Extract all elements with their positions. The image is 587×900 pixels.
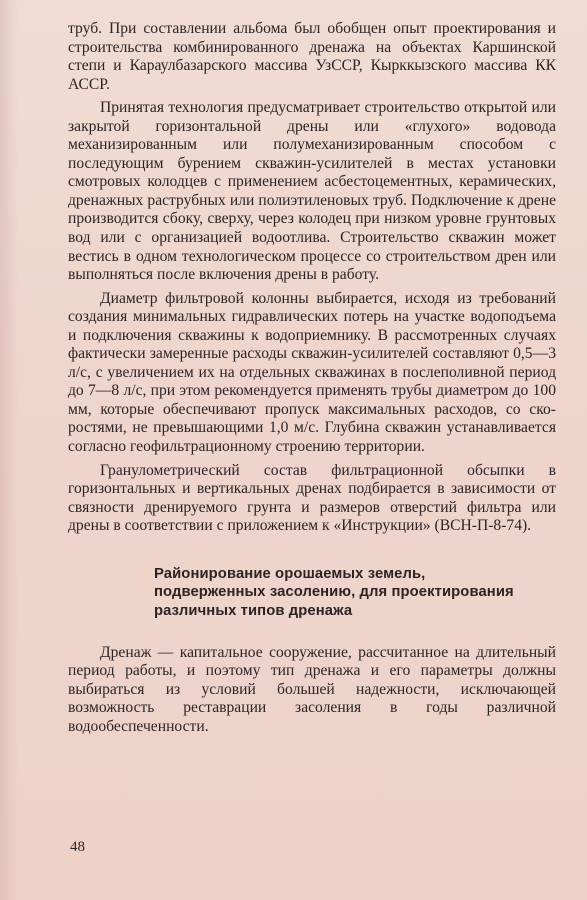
- book-page: [68, 20, 556, 736]
- section-heading-line-1: Районирование орошаемых земель,: [154, 565, 426, 582]
- paragraph-drainage-definition: Дренаж — капитальное сооружение, рассчитанное на длительный период работы, и поэтому тип дренажа и его параметры должны выбираться из условий большей надежности, исключающей возможность реставрации засоления в годы различной водообеспеченности.: [68, 643, 556, 735]
- paragraph-granulometric-composition: Гранулометрический состав фильтрационной обсыпки в горизонтальных и вертикальных дренах подбирается в зависимости от связности дренируемого грунта и размеров отверстий фильтра или дрены в соответствии с приложением к «Инструкции» (ВСН-П-8-74).: [68, 461, 556, 535]
- section-heading-line-3: различных типов дренажа: [154, 602, 353, 619]
- page-fold-shadow: [0, 0, 18, 900]
- paragraph-construction-technology: Принятая технология предусматривает строительство открытой или закрытой горизонтальной дрены или «глухого» водовода механизированным или полумеханизированным способом с последующим бурением скважин-усилителей в местах установки смотровых колодцев с применением асбестоцементных, керамических, дренажных раструбных или полиэтиленовых труб. Подключение к дрене производится сбоку, сверху, через колодец при низком уровне грунтовых вод или с организацией водоотлива. Строительство скважин может вестись в одном технологическом процессе со строительством дрен или выполняться после включения дрены в работу.: [68, 99, 556, 284]
- page-number: 48: [70, 839, 85, 855]
- section-heading: [68, 565, 556, 621]
- section-heading-line-2: подверженных засолению, для проектирования: [154, 584, 514, 601]
- paragraph-filter-column-diameter: Диаметр фильтровой колонны выбирается, исходя из требований создания минимальных гидравлических потерь на участке водоподъема и подключения скважины к водоприемнику. В рассмотренных случаях фактически замеренные расходы скважин-усилителей составляют 0,5—3 л/с, с увеличением их на отдельных скважинах в послеполивной период до 7—8 л/с, при этом рекомендуется применять трубы диаметром до 100 мм, которые обеспечивают пропуск максимальных расходов, со скоростями, не превышающими 1,0 м/с. Глубина скважин устанавливается согласно геофильтрационному строению территории.: [68, 289, 556, 456]
- paragraph-album-experience: труб. При составлении альбома был обобщен опыт проектирования и строительства комбинированного дренажа на объектах Каршинской степи и Караулбазарского массива УзССР, Кырккызского массива КК АССР.: [68, 20, 556, 93]
